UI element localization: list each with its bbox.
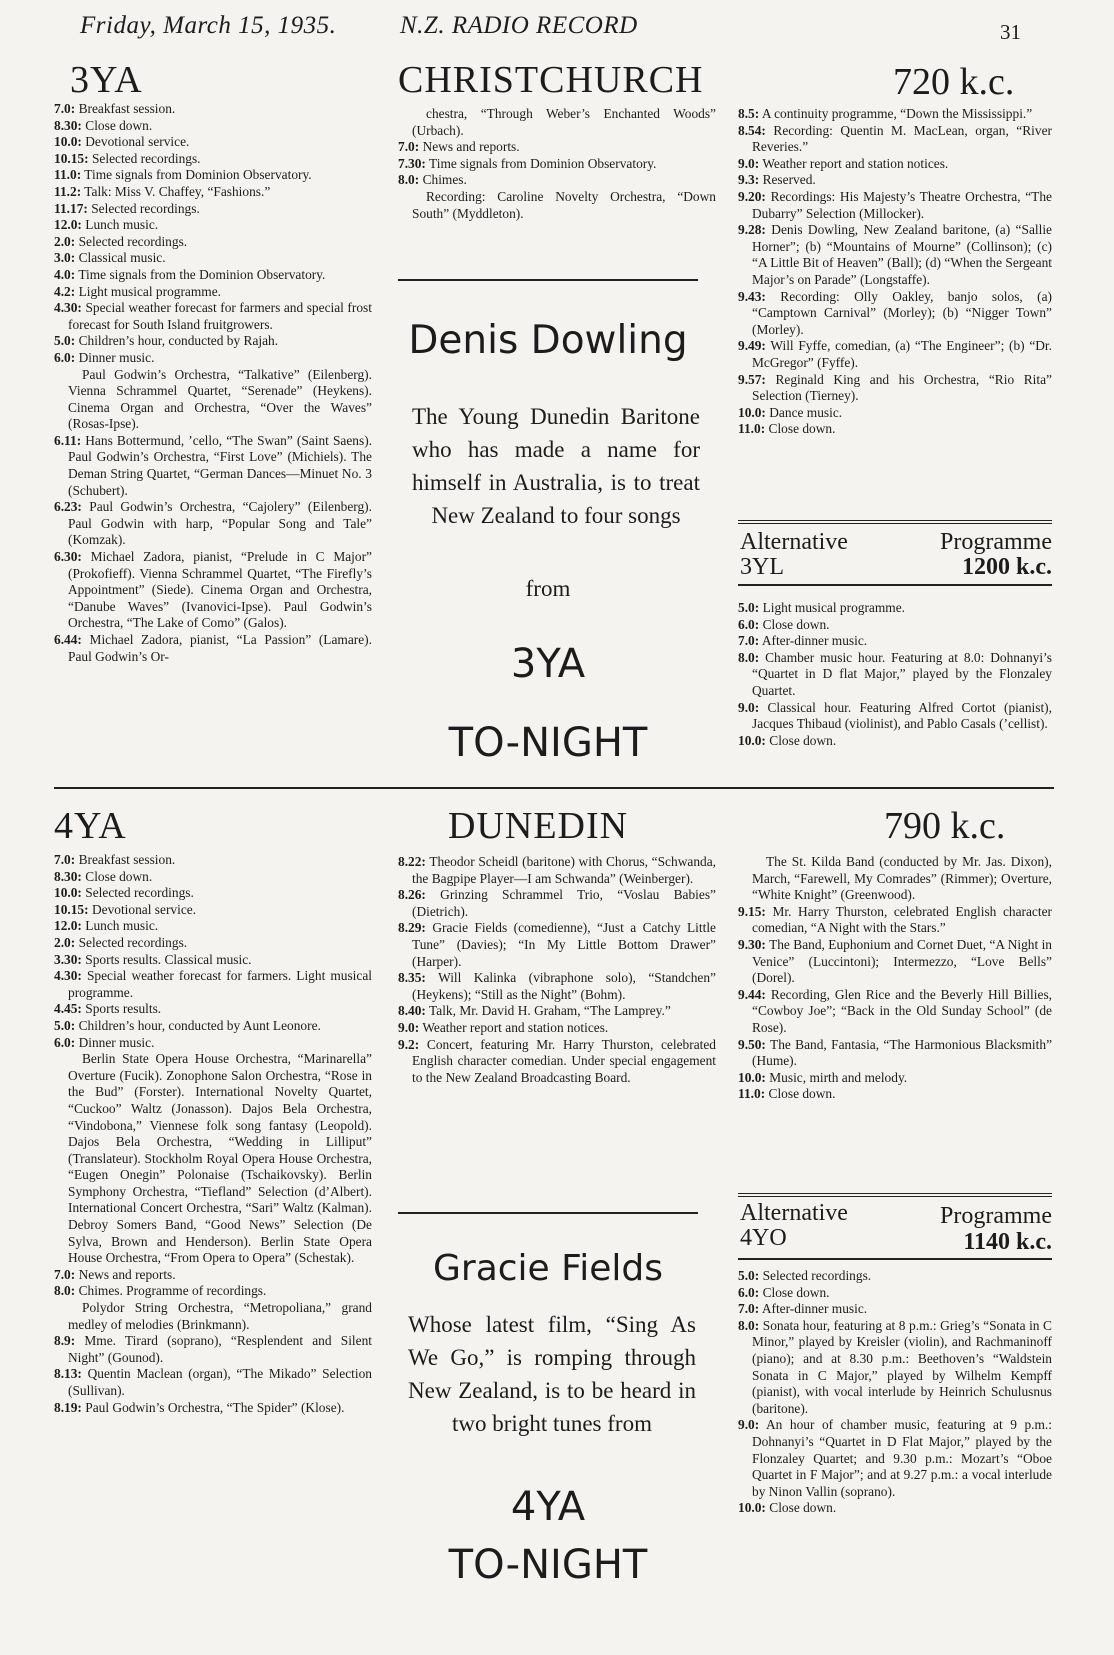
programme-time: 12.0: — [54, 918, 82, 934]
programme-entry — [54, 284, 372, 301]
programme-time: 4.30: — [54, 300, 82, 316]
programme-description: The Band, Fantasia, “The Harmonious Blacksmith” (Hume). — [752, 1036, 1053, 1069]
programme-entry — [54, 549, 372, 632]
programme-entry — [398, 1003, 716, 1020]
programme-description: Classical music. — [78, 250, 166, 266]
programme-entry — [54, 1035, 372, 1052]
programme-time: 10.0: — [738, 1500, 766, 1516]
programme-time: 7.0: — [54, 852, 76, 867]
programme-time: 8.13: — [54, 1366, 82, 1382]
programme-time: 9.0: — [738, 699, 760, 715]
programme-time: 8.30: — [54, 117, 82, 133]
programme-entry — [54, 217, 372, 234]
programme-time: 8.40: — [398, 1003, 426, 1019]
programme-time: 9.44: — [738, 986, 766, 1002]
programme-time: 5.0: — [54, 333, 76, 349]
programme-entry — [738, 289, 1052, 339]
programme-entry — [738, 123, 1052, 156]
programme-description: Michael Zadora, pianist, “La Passion” (Lamare). Paul Godwin’s Or- — [68, 632, 372, 664]
programme-time: 9.49: — [738, 338, 766, 354]
programme-time: 10.0: — [738, 404, 766, 420]
programme-description: Time signals from the Dominion Observatory. — [78, 266, 326, 282]
programme-description: Close down. — [762, 1284, 830, 1300]
programme-time: 9.15: — [738, 903, 766, 919]
alt-3yl-list — [738, 600, 1052, 749]
programme-entry — [738, 1086, 1052, 1103]
programme-entry — [738, 1037, 1052, 1070]
section-divider — [54, 787, 1054, 789]
programme-time: 6.11: — [54, 432, 82, 448]
programme-time: 8.19: — [54, 1399, 82, 1415]
programme-entry — [54, 1400, 372, 1417]
programme-time: 8.0: — [54, 1283, 76, 1299]
programme-time: 4.2: — [54, 283, 76, 299]
programme-entry — [54, 968, 372, 1001]
programme-time: 8.0: — [738, 649, 760, 665]
programme-description: The Band, Euphonium and Cornet Duet, “A Night in Venice” (Luccintoni); Intermezzo, “Love Bells” (Dorel). — [752, 936, 1053, 986]
alt-4yo-label: Alternative — [740, 1200, 848, 1226]
programme-description: The St. Kilda Band (conducted by Mr. Jas. Dixon), March, “Farewell, My Comrades” (Rimmer); Overture, “White Knight” (Greenwood). — [752, 854, 1052, 903]
station-4ya-call: 4YA — [54, 805, 127, 847]
programme-entry — [54, 134, 372, 151]
programme-time: 10.15: — [54, 150, 89, 166]
programme-description: Michael Zadora, pianist, “Prelude in C Major” (Prokofieff). Vienna Schrammel Quartet, “The Firefly’s Appointment” (Siede). Cinema Organ and Orchestra, “Danube Waves” (Ivanovici-Ipse). Paul Godwin’s Orchestra, “The Lake of Como” (Galos). — [68, 549, 372, 631]
programme-description: Lunch music. — [85, 217, 159, 233]
programme-description: Light musical programme. — [762, 600, 905, 615]
alt-3yl-border — [738, 520, 1052, 524]
alt-3yl-programme: Programme — [940, 529, 1052, 555]
station-3ya-city: CHRISTCHURCH — [398, 59, 704, 101]
programme-time: 10.0: — [54, 134, 82, 150]
programme-entry — [54, 918, 372, 935]
ad-gracie-body: Whose latest film, “Sing As We Go,” is romping through New Zealand, is to be heard in two bright tunes from — [408, 1312, 696, 1436]
programme-entry — [54, 184, 372, 201]
programme-entry — [54, 1300, 372, 1333]
programme-time: 9.57: — [738, 371, 766, 387]
programme-time: 2.0: — [54, 233, 76, 249]
programme-description: Mme. Tirard (soprano), “Resplendent and Silent Night” (Gounod). — [68, 1333, 372, 1365]
programme-description: Special weather forecast for farmers. Light musical programme. — [68, 968, 372, 1000]
programme-description: Breakfast session. — [78, 852, 176, 867]
programme-description: Will Kalinka (vibraphone solo), “Standchen” (Heykens); “Still as the Night” (Bohm). — [412, 970, 716, 1002]
programme-entry — [54, 201, 372, 218]
programme-time: 4.30: — [54, 968, 82, 984]
programme-description: Reserved. — [762, 172, 816, 188]
programme-description: Hans Bottermund, ’cello, “The Swan” (Saint Saens). Paul Godwin’s Orchestra, “First Love” (Michiels). The Deman String Quartet, “German Dances—Minuet No. 3 (Schubert). — [68, 432, 373, 498]
programme-entry — [54, 167, 372, 184]
programme-entry — [54, 852, 372, 869]
programme-entry — [738, 338, 1052, 371]
programme-description: Close down. — [85, 868, 153, 884]
programme-entry — [54, 1333, 372, 1366]
programme-description: Sports results. Classical music. — [85, 951, 252, 967]
alt-3yl-label: Alternative — [740, 529, 848, 555]
programme-description: Time signals from Dominion Observatory. — [429, 155, 657, 171]
programme-time: 6.30: — [54, 549, 82, 565]
station-4ya-column-3 — [738, 854, 1052, 1103]
programme-entry — [738, 156, 1052, 173]
programme-description: Quentin Maclean (organ), “The Mikado” Selection (Sullivan). — [68, 1366, 372, 1398]
programme-time: 8.54: — [738, 122, 766, 138]
programme-time: 5.0: — [738, 600, 760, 615]
programme-description: Mr. Harry Thurston, celebrated English character comedian, “A Night with the Stars.” — [752, 903, 1052, 936]
programme-description: Paul Godwin’s Orchestra, “Talkative” (Eilenberg). Vienna Schrammel Quartet, “Serenade” (Heykens). Cinema Organ and Orchestra, “Over the Waves” (Rosas-Ipse). — [68, 366, 372, 432]
programme-time: 7.0: — [54, 1266, 76, 1282]
programme-time: 6.0: — [54, 349, 76, 365]
programme-entry — [738, 1500, 1052, 1517]
programme-description: Recording, Glen Rice and the Beverly Hill Billies, “Cowboy Joe”; “Back in the Old Sunday School” (de Rose). — [752, 986, 1052, 1035]
programme-description: Berlin State Opera House Orchestra, “Marinarella” Overture (Fucik). Zonophone Salon Orchestra, “Rose in the Bud” (Forster). International Novelty Quartet, “Cuckoo” Waltz (Jonasson). Dajos Bela Orchestra, “Vindobona,” Viennese folk song fantasy (Leopold). Dajos Bela Orchestra, “Wedding in Lilliput” (Translateur). Stockholm Royal Opera House Orchestra, “Eugen Onegin” Polonaise (Tschaikovsky). Berlin Symphony Orchestra, “Tiefland” Selection (d’Albert). International Concert Orchestra, “Sari” Waltz (Kalman). Debroy Somers Band, “Good News” Selection (De Sylva, Brown and Henderson). Berlin State Opera House Orchestra, “From Opera to Opera” (Schestak). — [68, 1051, 372, 1266]
ad-dowling-body: The Young Dunedin Baritone who has made a name for himself in Australia, is to treat New Zealand to four songs — [412, 404, 700, 528]
programme-description: Dinner music. — [78, 1034, 155, 1050]
programme-entry — [54, 869, 372, 886]
programme-entry — [54, 1283, 372, 1300]
programme-entry — [54, 267, 372, 284]
programme-entry — [738, 600, 1052, 617]
programme-description: Polydor String Orchestra, “Metropoliana,” grand medley of melodies (Brinkmann). — [68, 1300, 372, 1332]
programme-entry — [54, 350, 372, 367]
issue-date: Friday, March 15, 1935. — [80, 12, 337, 39]
programme-description: Weather report and station notices. — [762, 155, 949, 171]
programme-time: 9.28: — [738, 222, 766, 238]
programme-description: Breakfast session. — [78, 101, 176, 116]
programme-description: Sonata hour, featuring at 8 p.m.: Grieg’s “Sonata in C Minor,” played by Kreisler (violin), and Rachmaninoff (piano); and at 8.30 p.m.: Beethoven’s “Waldstein Sonata in C Major,” played by Wilhelm Kempff (pianist), with vocal interlude by Heinrich Schulusnus (baritone). — [752, 1317, 1052, 1416]
alt-4yo-list — [738, 1268, 1052, 1517]
programme-description: Denis Dowling, New Zealand baritone, (a) “Sallie Horner”; (b) “Mountains of Mourne” (Collinson); (c) “A Little Bit of Heaven” (Ball); (d) “When the Sergeant Major’s on Parade” (Longstaffe). — [752, 222, 1052, 287]
programme-entry — [738, 733, 1052, 750]
programme-entry — [54, 433, 372, 499]
programme-entry — [738, 1285, 1052, 1302]
programme-entry — [54, 885, 372, 902]
programme-description: Classical hour. Featuring Alfred Cortot (pianist), Jacques Thibaud (violinist), and Pablo Casals (’cellist). — [752, 699, 1052, 732]
programme-time: 8.0: — [398, 172, 420, 188]
programme-time: 8.9: — [54, 1333, 76, 1349]
programme-entry — [398, 106, 716, 139]
programme-description: Devotional service. — [91, 901, 197, 917]
programme-description: Sports results. — [85, 1001, 162, 1017]
programme-description: Gracie Fields (comedienne), “Just a Catchy Little Tune” (Davies); “In My Little Bottom Drawer” (Harper). — [412, 920, 716, 969]
programme-description: Close down. — [769, 1500, 837, 1516]
programme-entry — [54, 1018, 372, 1035]
station-3ya-column-1 — [54, 101, 372, 665]
programme-time: 10.15: — [54, 901, 89, 917]
programme-description: Paul Godwin’s Orchestra, “Cajolery” (Eilenberg). Paul Godwin with harp, “Popular Song and Tale” (Komzak). — [68, 499, 372, 548]
ad-top-rule — [398, 279, 698, 281]
alt-3yl-rule — [738, 584, 1052, 586]
programme-entry — [738, 1318, 1052, 1418]
programme-entry — [398, 172, 716, 189]
programme-entry — [54, 1001, 372, 1018]
programme-entry — [738, 633, 1052, 650]
programme-time: 10.0: — [738, 732, 766, 748]
programme-description: Special weather forecast for farmers and special frost forecast for South Island fruitgrowers. — [68, 300, 372, 332]
programme-entry — [54, 1366, 372, 1399]
programme-entry — [738, 1268, 1052, 1285]
programme-entry — [738, 650, 1052, 700]
programme-description: A continuity programme, “Down the Mississippi.” — [761, 106, 1033, 121]
programme-time: 8.0: — [738, 1317, 760, 1333]
programme-description: Music, mirth and melody. — [769, 1069, 908, 1085]
programme-description: Weather report and station notices. — [422, 1019, 609, 1035]
programme-entry — [54, 952, 372, 969]
programme-entry — [54, 935, 372, 952]
programme-time: 10.0: — [738, 1069, 766, 1085]
programme-description: Chamber music hour. Featuring at 8.0: Dohnanyi’s “Quartet in D flat Major,” played by the Flonzaley Quartet. — [752, 649, 1052, 698]
programme-entry — [398, 854, 716, 887]
alt-3yl-call: 3YL — [740, 554, 784, 580]
station-4ya-column-2 — [398, 854, 716, 1086]
programme-time: 6.44: — [54, 632, 82, 647]
ad-dowling-heading: Denis Dowling — [408, 318, 688, 363]
programme-time: 6.0: — [54, 1034, 76, 1050]
programme-entry — [54, 367, 372, 433]
programme-time: 6.0: — [738, 1284, 760, 1300]
programme-entry — [738, 854, 1052, 904]
programme-description: Selected recordings. — [85, 885, 194, 901]
programme-time: 9.3: — [738, 172, 760, 188]
station-4ya-column-1 — [54, 852, 372, 1416]
programme-time: 8.22: — [398, 854, 426, 869]
programme-time: 6.23: — [54, 499, 82, 515]
programme-entry — [738, 222, 1052, 288]
programme-time: 7.0: — [54, 101, 76, 116]
publication-title: N.Z. RADIO RECORD — [400, 12, 638, 39]
programme-description: Talk: Miss V. Chaffey, “Fashions.” — [84, 183, 271, 199]
programme-time: 9.0: — [398, 1019, 420, 1035]
programme-time: 7.0: — [398, 139, 420, 155]
programme-description: Selected recordings. — [762, 1268, 872, 1283]
programme-description: News and reports. — [422, 139, 520, 155]
alt-4yo-border — [738, 1193, 1052, 1197]
alt-4yo-rule — [738, 1258, 1052, 1260]
programme-time: 11.0: — [738, 1086, 766, 1102]
programme-entry — [54, 902, 372, 919]
programme-time: 9.20: — [738, 188, 766, 204]
programme-description: Recording: Caroline Novelty Orchestra, “Down South” (Myddleton). — [412, 188, 716, 221]
programme-entry — [398, 189, 716, 222]
programme-time: 8.5: — [738, 106, 760, 121]
programme-description: Chimes. Programme of recordings. — [78, 1283, 267, 1299]
programme-entry — [738, 700, 1052, 733]
programme-entry — [54, 151, 372, 168]
programme-description: Dance music. — [769, 404, 843, 420]
programme-entry — [738, 937, 1052, 987]
programme-description: Paul Godwin’s Orchestra, “The Spider” (Klose). — [85, 1399, 345, 1415]
programme-description: Selected recordings. — [91, 200, 200, 216]
programme-description: Selected recordings. — [78, 233, 188, 249]
programme-entry — [398, 156, 716, 173]
programme-entry — [398, 1037, 716, 1087]
programme-description: Recordings: His Majesty’s Theatre Orchestra, “The Dubarry” Selection (Millocker). — [752, 188, 1052, 221]
programme-entry — [738, 987, 1052, 1037]
programme-time: 11.2: — [54, 183, 82, 199]
programme-entry — [738, 172, 1052, 189]
programme-description: After-dinner music. — [761, 1301, 868, 1317]
programme-description: Grinzing Schrammel Trio, “Voslau Babies” (Dietrich). — [412, 887, 716, 919]
ad2-top-rule — [398, 1212, 698, 1214]
programme-description: chestra, “Through Weber’s Enchanted Woods” (Urbach). — [412, 106, 716, 138]
programme-entry — [54, 300, 372, 333]
programme-time: 7.0: — [738, 1301, 760, 1317]
programme-description: Theodor Scheidl (baritone) with Chorus, “Schwanda, the Bagpipe Player—I am Schwanda” (Weinberger). — [412, 854, 716, 886]
programme-time: 4.45: — [54, 1001, 82, 1017]
programme-time: 9.0: — [738, 155, 760, 171]
programme-description: Close down. — [769, 732, 837, 748]
programme-time: 8.30: — [54, 868, 82, 884]
programme-time: 9.2: — [398, 1036, 420, 1052]
ad-dowling-when: TO-NIGHT — [448, 720, 648, 766]
page-number: 31 — [1000, 20, 1021, 44]
programme-entry — [54, 1267, 372, 1284]
programme-entry — [54, 1051, 372, 1267]
programme-time: 9.43: — [738, 288, 766, 304]
alt-4yo-frequency: 1140 k.c. — [963, 1229, 1052, 1255]
programme-description: An hour of chamber music, featuring at 9 p.m.: Dohnanyi’s “Quartet in D Flat Major,” played by the Flonzaley Quartet; and 9.30 p.m.: Mozart’s “Oboe Quartet in F Major”; and at 9.27 p.m.: a vocal interlude by Ninon Vallin (soprano). — [752, 1417, 1052, 1499]
programme-description: Close down. — [762, 616, 830, 632]
programme-description: Selected recordings. — [78, 934, 188, 950]
programme-description: Children’s hour, conducted by Rajah. — [78, 333, 279, 349]
programme-description: Recording: Olly Oakley, banjo solos, (a) “Camptown Carnival” (Morley); (b) “Nigger Town” (Morley). — [752, 288, 1052, 337]
programme-description: Talk, Mr. David H. Graham, “The Lamprey.” — [429, 1003, 671, 1019]
programme-time: 10.0: — [54, 885, 82, 901]
programme-entry — [54, 101, 372, 118]
programme-description: Recording: Quentin M. MacLean, organ, “River Reveries.” — [752, 122, 1052, 155]
programme-description: Will Fyffe, comedian, (a) “The Engineer”; (b) “Dr. McGregor” (Fyffe). — [752, 338, 1052, 370]
programme-time: 5.0: — [738, 1268, 760, 1283]
ad-gracie-station: 4YA — [510, 1484, 586, 1530]
programme-time: 11.0: — [738, 421, 766, 437]
programme-description: Selected recordings. — [91, 150, 201, 166]
programme-description: Devotional service. — [85, 134, 190, 150]
programme-time: 8.35: — [398, 970, 426, 986]
ad-gracie-when: TO-NIGHT — [448, 1542, 648, 1588]
station-3ya-column-3 — [738, 106, 1052, 438]
programme-entry — [54, 250, 372, 267]
ad-dowling-station: 3YA — [510, 641, 586, 687]
programme-time: 11.17: — [54, 200, 88, 216]
programme-entry — [738, 372, 1052, 405]
programme-time: 5.0: — [54, 1017, 76, 1033]
programme-entry — [398, 139, 716, 156]
programme-time: 9.0: — [738, 1417, 760, 1433]
programme-entry — [738, 904, 1052, 937]
programme-time: 3.30: — [54, 951, 82, 967]
station-3ya-column-2 — [398, 106, 716, 222]
programme-time: 11.0: — [54, 167, 82, 183]
alt-4yo-programme: Programme — [940, 1203, 1052, 1229]
programme-entry — [738, 1301, 1052, 1318]
programme-entry — [738, 617, 1052, 634]
programme-time: 2.0: — [54, 934, 76, 950]
alt-4yo-call: 4YO — [740, 1225, 787, 1251]
programme-description: Light musical programme. — [78, 283, 221, 299]
programme-entry — [398, 970, 716, 1003]
programme-entry — [54, 333, 372, 350]
programme-time: 9.30: — [738, 936, 766, 952]
programme-entry — [54, 118, 372, 135]
programme-description: Reginald King and his Orchestra, “Rio Rita” Selection (Tierney). — [752, 371, 1052, 404]
programme-description: After-dinner music. — [761, 633, 868, 649]
programme-time: 4.0: — [54, 266, 76, 282]
programme-entry — [738, 1417, 1052, 1500]
programme-description: Lunch music. — [85, 918, 159, 934]
programme-description: Close down. — [768, 421, 836, 437]
programme-time: 7.0: — [738, 633, 760, 649]
programme-entry — [738, 405, 1052, 422]
station-3ya-frequency: 720 k.c. — [893, 61, 1015, 103]
programme-entry — [398, 920, 716, 970]
programme-time: 8.26: — [398, 887, 426, 903]
programme-entry — [54, 632, 372, 665]
programme-entry — [738, 421, 1052, 438]
ad-gracie-heading: Gracie Fields — [433, 1248, 663, 1289]
ad-dowling-from: from — [525, 576, 571, 601]
programme-description: Children’s hour, conducted by Aunt Leonore. — [78, 1017, 321, 1033]
programme-entry — [738, 1070, 1052, 1087]
programme-time: 9.50: — [738, 1036, 766, 1052]
programme-time: 7.30: — [398, 155, 426, 171]
programme-time: 3.0: — [54, 250, 76, 266]
programme-description: Chimes. — [422, 172, 467, 188]
programme-entry — [54, 234, 372, 251]
programme-entry — [738, 106, 1052, 123]
programme-description: Close down. — [85, 117, 153, 133]
programme-description: Time signals from Dominion Observatory. — [84, 167, 312, 183]
programme-entry — [398, 1020, 716, 1037]
programme-time: 8.29: — [398, 920, 426, 936]
station-4ya-city: DUNEDIN — [448, 805, 629, 847]
programme-description: Dinner music. — [78, 349, 155, 365]
programme-time: 12.0: — [54, 217, 82, 233]
programme-entry — [738, 189, 1052, 222]
programme-entry — [398, 887, 716, 920]
alt-3yl-frequency: 1200 k.c. — [962, 554, 1052, 580]
station-4ya-frequency: 790 k.c. — [884, 805, 1006, 847]
programme-description: Close down. — [768, 1086, 836, 1102]
programme-entry — [54, 499, 372, 549]
programme-description: News and reports. — [78, 1266, 176, 1282]
station-3ya-call: 3YA — [70, 59, 143, 101]
programme-description: Concert, featuring Mr. Harry Thurston, celebrated English character comedian. Under special engagement to the New Zealand Broadcasting Board. — [412, 1036, 716, 1085]
programme-time: 6.0: — [738, 616, 760, 632]
